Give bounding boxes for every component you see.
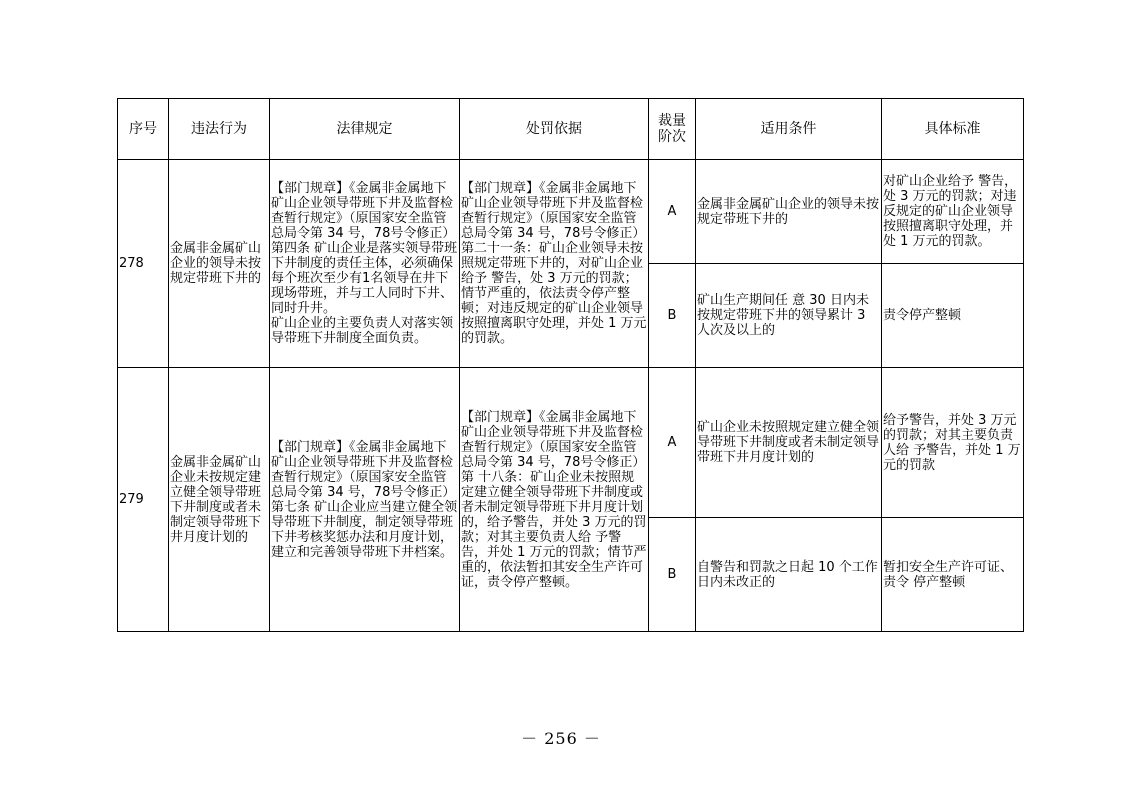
row-condition: 自警告和罚款之日起 10 个工作日内未改正的 (696, 518, 882, 632)
header-standard: 具体标准 (882, 99, 1024, 160)
row-standard: 暂扣安全生产许可证、责令 停产整顿 (882, 518, 1024, 632)
row-seq: 278 (118, 160, 169, 368)
row-standard: 责令停产整顿 (882, 264, 1024, 368)
row-condition: 金属非金属矿山企业的领导未按规定带班下井的 (696, 160, 882, 264)
row-basis: 【部门规章】《金属非金属地下矿山企业领导带班下井及监督检查暂行规定》（原国家安全监管总局令第 34 号，78号令修正）第 十八条：矿山企业未按照规定建立健全领导带班下井制度或者未制定领导带班下井月度计划的，给予警告，并处 3 万元的罚款；对其主要负责人给 予警告，并处 1 万元的罚款；情节严重的，依法暂扣其安全生产许可证，责令停产整顿。 (460, 368, 649, 632)
row-basis: 【部门规章】《金属非金属地下矿山企业领导带班下井及监督检查暂行规定》（原国家安全监管总局令第 34 号，78号令修正）第二十一条：矿山企业领导未按照规定带班下井的，对矿山企业给予 警告，处 3 万元的罚款；情节严重的，依法责令停产整顿；对违反规定的矿山企业领导按照擅离职守处理，并处 1 万元的罚款。 (460, 160, 649, 368)
row-law: 【部门规章】《金属非金属地下矿山企业领导带班下井及监督检查暂行规定》（原国家安全监管总局令第 34 号，78号令修正）第七条 矿山企业应当建立健全领导带班下井制度，制定领导带班下井考核奖惩办法和月度计划，建立和完善领导带班下井档案。 (270, 368, 460, 632)
table-row (118, 160, 1024, 264)
row-level: A (649, 368, 696, 518)
row-seq: 279 (118, 368, 169, 632)
header-seq: 序号 (118, 99, 169, 160)
header-condition: 适用条件 (696, 99, 882, 160)
row-standard: 给予警告，并处 3 万元的罚款；对其主要负责人给 予警告，并处 1 万元的罚款 (882, 368, 1024, 518)
row-level: B (649, 264, 696, 368)
row-level: A (649, 160, 696, 264)
row-standard: 对矿山企业给予 警告，处 3 万元的罚款；对违反规定的矿山企业领导按照擅离职守处理，并处 1 万元的罚款。 (882, 160, 1024, 264)
header-law: 法律规定 (270, 99, 460, 160)
header-basis: 处罚依据 (460, 99, 649, 160)
row-act: 金属非金属矿山企业的领导未按规定带班下井的 (169, 160, 270, 368)
row-law: 【部门规章】《金属非金属地下矿山企业领导带班下井及监督检查暂行规定》（原国家安全监管总局令第 34 号，78号令修正）第四条 矿山企业是落实领导带班下井制度的责任主体，必须确保每个班次至少有1名领导在井下现场带班，并与工人同时下井、同时升井。 矿山企业的主要负责人对落实领导带班下井制度全面负责。 (270, 160, 460, 368)
page-number: － 256 － (521, 729, 601, 748)
row-condition: 矿山企业未按照规定建立健全领导带班下井制度或者未制定领导 带班下井月度计划的 (696, 368, 882, 518)
header-row (118, 99, 1024, 160)
table-row (118, 368, 1024, 518)
row-act: 金属非金属矿山企业未按规定建立健全领导带班下井制度或者未制定领导带班下井月度计划的 (169, 368, 270, 632)
row-level: B (649, 518, 696, 632)
penalty-table (117, 98, 1024, 632)
header-act: 违法行为 (169, 99, 270, 160)
header-level: 裁量 阶次 (649, 99, 696, 160)
row-condition: 矿山生产期间任 意 30 日内未按规定带班下井的领导累计 3 人次及以上的 (696, 264, 882, 368)
